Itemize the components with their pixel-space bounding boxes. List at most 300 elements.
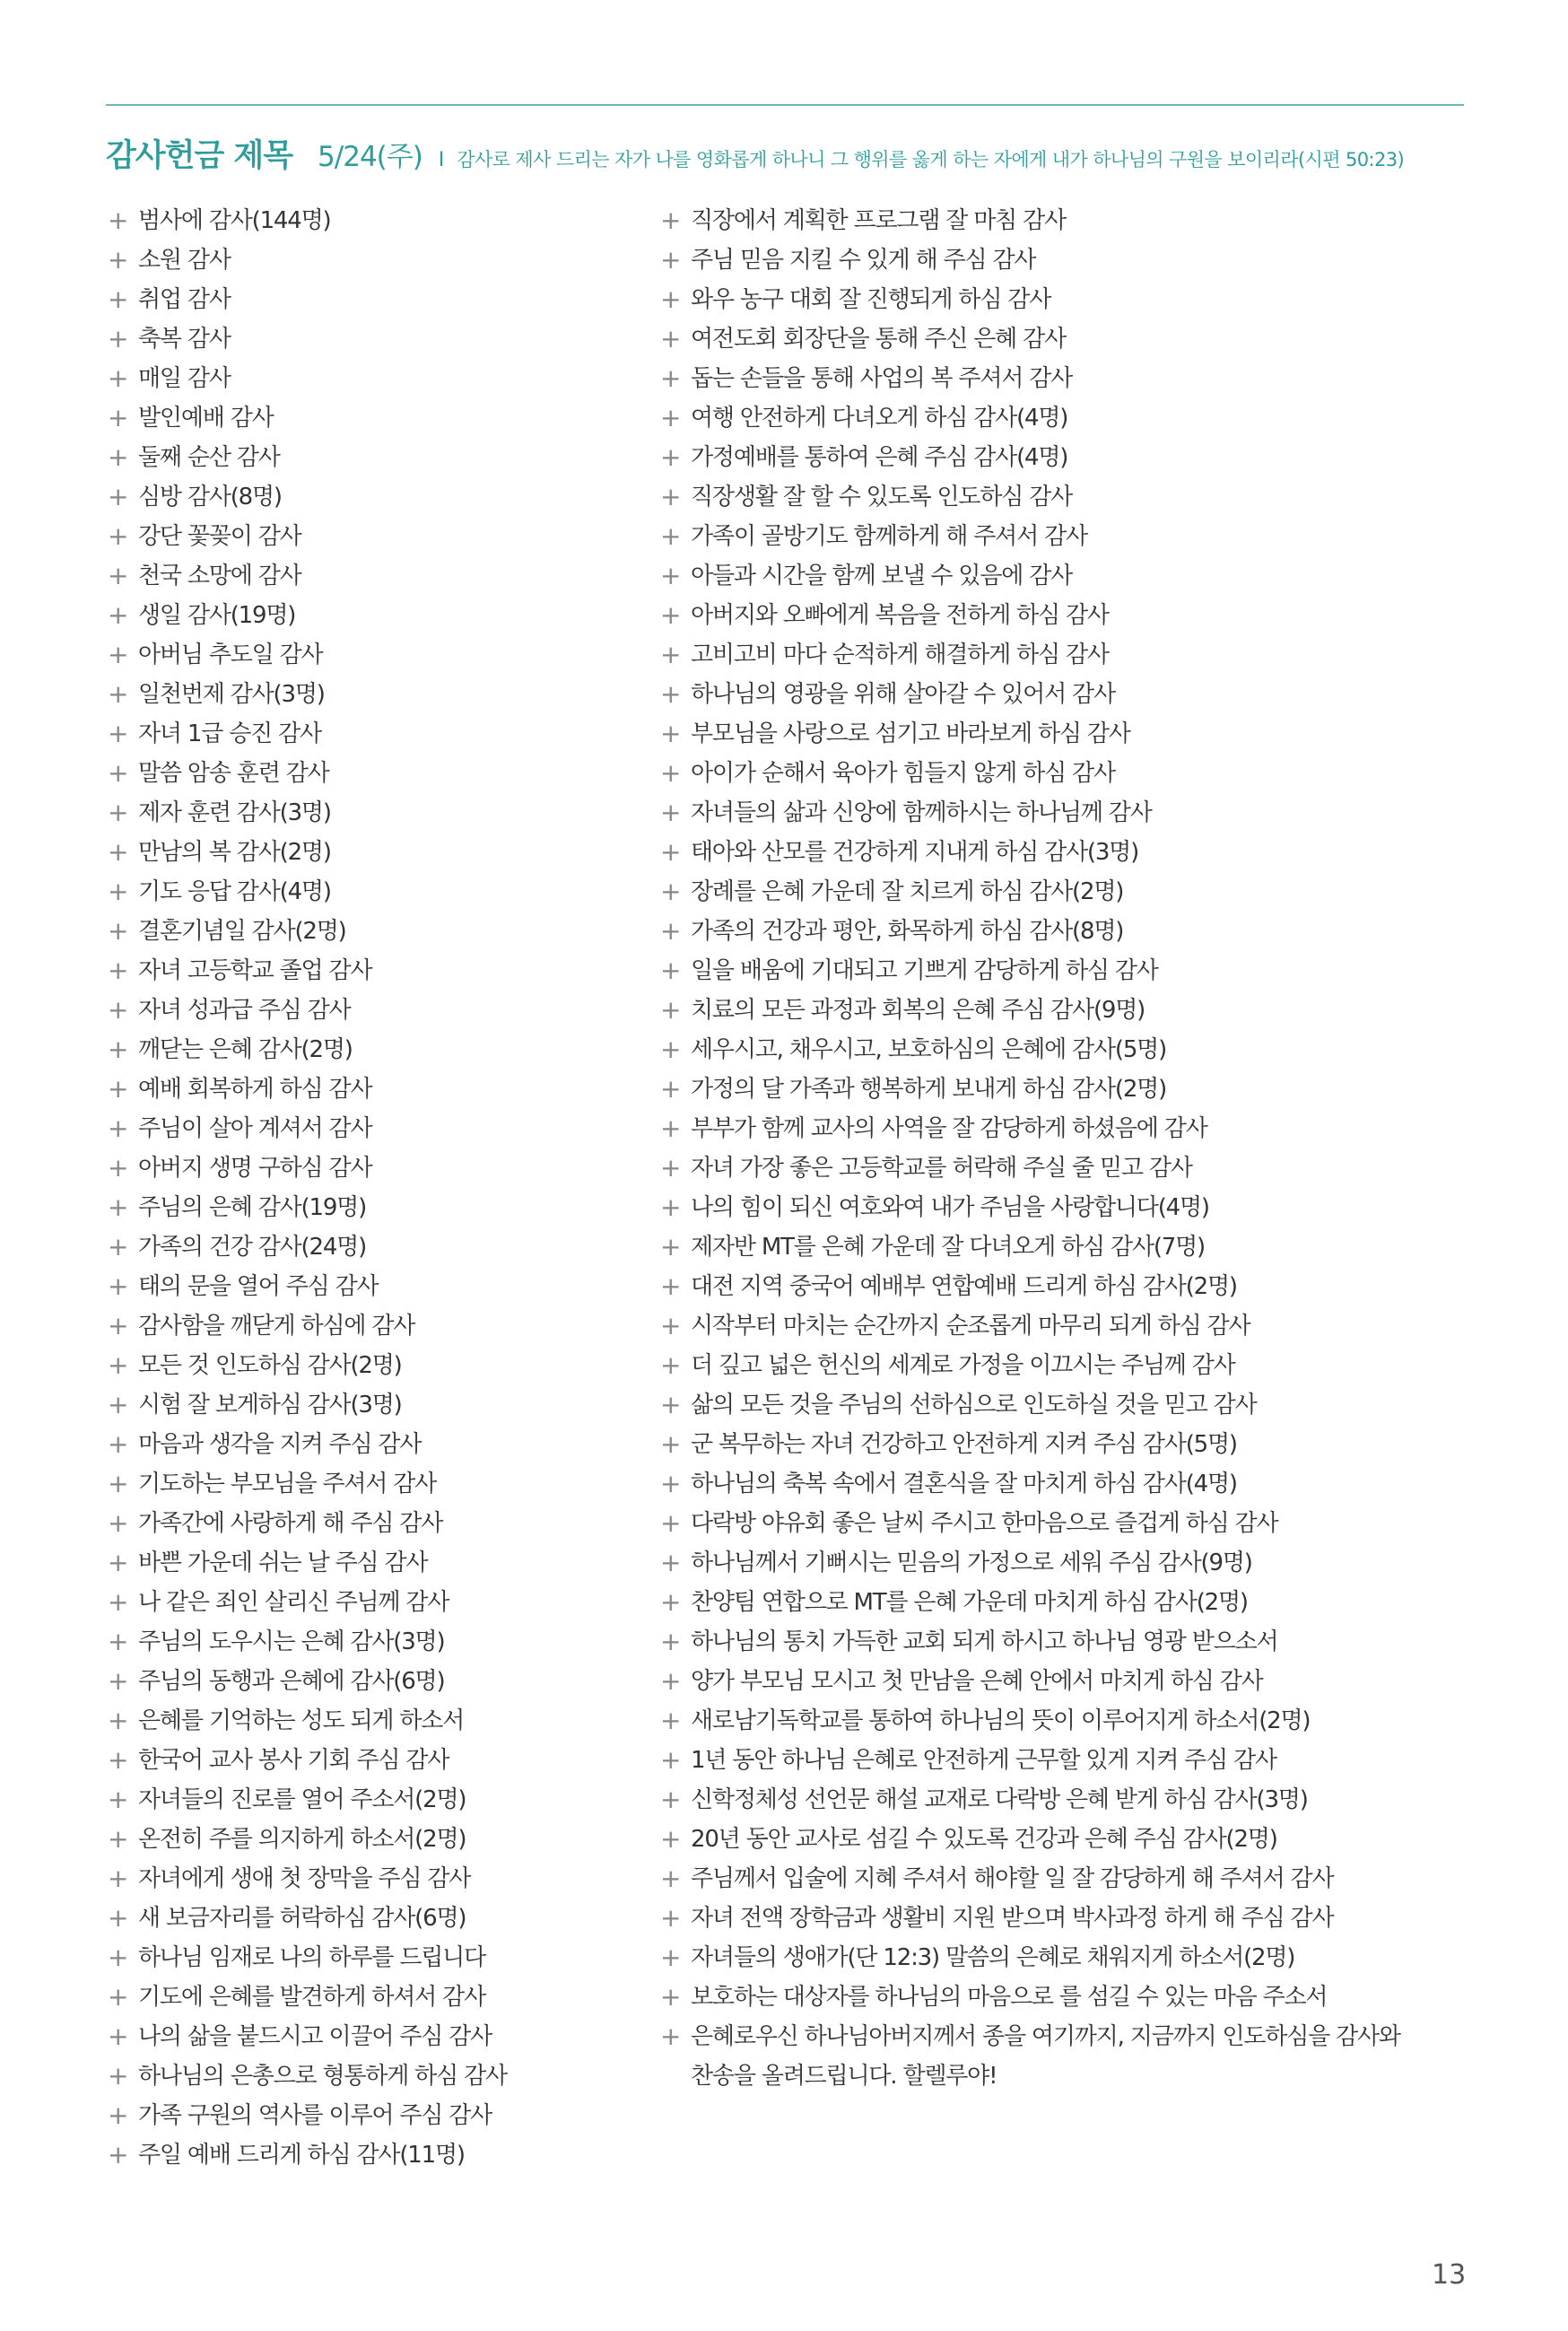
- plus-icon: +: [108, 758, 129, 788]
- list-item: [108, 754, 646, 793]
- list-item-text: 장례를 은혜 가운데 잘 치르게 하심 감사(2명): [691, 878, 1124, 905]
- list-item: [108, 714, 646, 754]
- list-item: [660, 1780, 1468, 1820]
- plus-icon: +: [660, 956, 682, 985]
- list-item: [660, 1306, 1468, 1346]
- list-item: [660, 359, 1468, 398]
- list-item: [108, 556, 646, 596]
- list-item-text: 아버지 생명 구하심 감사: [138, 1155, 372, 1182]
- plus-icon: +: [108, 561, 129, 590]
- plus-icon: +: [660, 679, 682, 709]
- scripture-verse: 감사로 제사 드리는 자가 나를 영화롭게 하나니 그 행위를 옳게 하는 자에게 내가 하나님의 구원을 보이리라(시편 50:23): [457, 149, 1405, 170]
- list-item: [660, 1543, 1468, 1583]
- page-header: [106, 131, 1478, 176]
- list-item: [108, 1662, 646, 1701]
- plus-icon: +: [660, 640, 682, 669]
- plus-icon: +: [660, 324, 682, 354]
- plus-icon: +: [660, 995, 682, 1025]
- plus-icon: +: [108, 1666, 129, 1696]
- plus-icon: +: [660, 916, 682, 946]
- list-item: [660, 793, 1468, 833]
- plus-icon: +: [660, 482, 682, 511]
- plus-icon: +: [660, 1390, 682, 1419]
- list-item-text: 자녀 고등학교 졸업 감사: [138, 957, 372, 984]
- plus-icon: +: [108, 1192, 129, 1222]
- plus-icon: +: [108, 1232, 129, 1262]
- list-item: [108, 517, 646, 556]
- list-item-text: 주님 믿음 지킬 수 있게 해 주심 감사: [691, 247, 1036, 274]
- list-item-text: 강단 꽃꽂이 감사: [138, 523, 301, 550]
- list-item: [108, 1780, 646, 1820]
- plus-icon: +: [660, 1864, 682, 1893]
- plus-icon: +: [108, 1548, 129, 1577]
- list-item-text: 은혜를 기억하는 성도 되게 하소서: [138, 1707, 465, 1734]
- list-item: [660, 991, 1468, 1030]
- plus-icon: +: [660, 363, 682, 393]
- plus-icon: +: [108, 1429, 129, 1459]
- list-item: [660, 477, 1468, 517]
- list-item-text: 일천번제 감사(3명): [138, 681, 325, 708]
- plus-icon: +: [660, 1232, 682, 1262]
- list-item: [108, 359, 646, 398]
- plus-icon: +: [660, 1074, 682, 1104]
- list-item: [108, 2017, 646, 2056]
- list-item-text: 태아와 산모를 건강하게 지내게 하심 감사(3명): [691, 839, 1139, 866]
- list-item: [108, 912, 646, 951]
- plus-icon: +: [108, 1153, 129, 1183]
- list-item-text: 가정의 달 가족과 행복하게 보내게 하심 감사(2명): [691, 1076, 1167, 1103]
- list-item: [660, 1267, 1468, 1306]
- list-item: [660, 1188, 1468, 1227]
- top-divider: [106, 104, 1464, 106]
- plus-icon: +: [660, 719, 682, 748]
- list-item-text: 한국어 교사 봉사 기회 주심 감사: [138, 1747, 449, 1774]
- list-item: [108, 1109, 646, 1148]
- plus-icon: +: [660, 403, 682, 432]
- list-item-text: 기도 응답 감사(4명): [138, 878, 331, 905]
- list-item-text: 말씀 암송 훈련 감사: [138, 760, 329, 787]
- plus-icon: +: [108, 1311, 129, 1340]
- list-item: [660, 596, 1468, 635]
- list-item: [108, 1306, 646, 1346]
- list-item-text: 하나님의 통치 가득한 교회 되게 하시고 하나님 영광 받으소서: [691, 1628, 1278, 1655]
- list-item: [108, 240, 646, 280]
- plus-icon: +: [660, 1745, 682, 1775]
- plus-icon: +: [108, 403, 129, 432]
- list-item: [660, 1938, 1468, 1977]
- plus-icon: +: [108, 442, 129, 472]
- list-item-text: 둘째 순산 감사: [138, 444, 280, 471]
- list-item-text: 주님께서 입술에 지혜 주셔서 해야할 일 잘 감당하게 해 주셔서 감사: [691, 1865, 1334, 1892]
- list-item: [660, 1504, 1468, 1543]
- plus-icon: +: [660, 1627, 682, 1656]
- plus-icon: +: [108, 1035, 129, 1064]
- list-item-text: 세우시고, 채우시고, 보호하심의 은혜에 감사(5명): [691, 1036, 1167, 1063]
- plus-icon: +: [108, 1745, 129, 1775]
- plus-icon: +: [108, 877, 129, 906]
- plus-icon: +: [660, 1785, 682, 1814]
- list-item: [108, 1938, 646, 1977]
- list-item-text: 바쁜 가운데 쉬는 날 주심 감사: [138, 1550, 428, 1576]
- list-item: [108, 1504, 646, 1543]
- list-item: [108, 833, 646, 872]
- list-item-text: 직장생활 잘 할 수 있도록 인도하심 감사: [691, 484, 1073, 511]
- plus-icon: +: [660, 877, 682, 906]
- list-item: [660, 675, 1468, 714]
- list-item: [660, 556, 1468, 596]
- plus-icon: +: [108, 2140, 129, 2169]
- plus-icon: +: [660, 758, 682, 788]
- plus-icon: +: [108, 1864, 129, 1893]
- plus-icon: +: [108, 1469, 129, 1498]
- list-item: [108, 1701, 646, 1741]
- list-item-text: 일을 배움에 기대되고 기쁘게 감당하게 하심 감사: [691, 957, 1158, 984]
- plus-icon: +: [660, 798, 682, 827]
- list-item: [660, 1622, 1468, 1662]
- plus-icon: +: [660, 284, 682, 314]
- list-item-text: 취업 감사: [138, 286, 231, 313]
- plus-icon: +: [660, 1429, 682, 1459]
- list-item-text: 대전 지역 중국어 예배부 연합예배 드리게 하심 감사(2명): [691, 1273, 1237, 1300]
- plus-icon: +: [108, 2021, 129, 2051]
- list-item: [660, 319, 1468, 359]
- list-item-text: 새 보금자리를 허락하심 감사(6명): [138, 1905, 466, 1932]
- plus-icon: +: [660, 600, 682, 630]
- list-item-text: 양가 부모님 모시고 첫 만남을 은혜 안에서 마치게 하심 감사: [691, 1668, 1263, 1695]
- list-item: [660, 1030, 1468, 1069]
- list-item-text: 예배 회복하게 하심 감사: [138, 1076, 372, 1103]
- list-item: [660, 1583, 1468, 1622]
- list-item-text: 심방 감사(8명): [138, 484, 282, 511]
- list-item-text: 새로남기독학교를 통하여 하나님의 뜻이 이루어지게 하소서(2명): [691, 1707, 1311, 1734]
- plus-icon: +: [108, 482, 129, 511]
- list-item: [108, 1622, 646, 1662]
- plus-icon: +: [660, 1587, 682, 1617]
- list-item: [108, 872, 646, 912]
- list-item-text: 은혜로우신 하나님아버지께서 종을 여기까지, 지금까지 인도하심을 감사와 찬송을 올려드립니다. 할렐루야!: [691, 2023, 1400, 2090]
- list-item-text: 20년 동안 교사로 섬길 수 있도록 건강과 은혜 주심 감사(2명): [691, 1826, 1277, 1853]
- list-item: [108, 2056, 646, 2096]
- plus-icon: +: [108, 719, 129, 748]
- list-item: [108, 2096, 646, 2135]
- list-item-text: 주님의 동행과 은혜에 감사(6명): [138, 1668, 445, 1695]
- list-item-text: 자녀 가장 좋은 고등학교를 허락해 주실 줄 믿고 감사: [691, 1155, 1192, 1182]
- list-item-text: 매일 감사: [138, 365, 231, 392]
- plus-icon: +: [108, 995, 129, 1025]
- plus-icon: +: [660, 1548, 682, 1577]
- list-item: [660, 1977, 1468, 2017]
- plus-icon: +: [108, 521, 129, 551]
- list-item: [660, 1464, 1468, 1504]
- plus-icon: +: [108, 363, 129, 393]
- list-item: [660, 240, 1468, 280]
- list-item: [108, 1741, 646, 1780]
- list-item-text: 태의 문을 열어 주심 감사: [138, 1273, 379, 1300]
- plus-icon: +: [660, 1271, 682, 1301]
- plus-icon: +: [108, 1271, 129, 1301]
- plus-icon: +: [660, 1666, 682, 1696]
- list-item-text: 소원 감사: [138, 247, 231, 274]
- plus-icon: +: [108, 2100, 129, 2130]
- list-item-text: 하나님의 영광을 위해 살아갈 수 있어서 감사: [691, 681, 1115, 708]
- list-item-text: 부부가 함께 교사의 사역을 잘 감당하게 하셨음에 감사: [691, 1115, 1207, 1142]
- plus-icon: +: [660, 1350, 682, 1380]
- plus-icon: +: [660, 245, 682, 275]
- plus-icon: +: [108, 1390, 129, 1419]
- thanksgiving-list-right: [660, 201, 1468, 2096]
- list-item: [108, 635, 646, 675]
- list-item: [108, 1267, 646, 1306]
- list-item: [108, 991, 646, 1030]
- list-item: [660, 398, 1468, 438]
- list-item: [108, 1543, 646, 1583]
- list-item-text: 돕는 손들을 통해 사업의 복 주셔서 감사: [691, 365, 1073, 392]
- plus-icon: +: [660, 1153, 682, 1183]
- list-item-text: 자녀 1급 승진 감사: [138, 720, 321, 747]
- list-item-text: 여전도회 회장단을 통해 주신 은혜 감사: [691, 326, 1066, 353]
- list-item-text: 자녀에게 생애 첫 장막을 주심 감사: [138, 1865, 471, 1892]
- list-item-text: 결혼기념일 감사(2명): [138, 918, 346, 945]
- plus-icon: +: [108, 798, 129, 827]
- list-item-text: 아이가 순해서 육아가 힘들지 않게 하심 감사: [691, 760, 1115, 787]
- plus-icon: +: [108, 1903, 129, 1933]
- plus-icon: +: [108, 2061, 129, 2091]
- list-item-text: 천국 소망에 감사: [138, 563, 301, 589]
- list-item-text: 발인예배 감사: [138, 405, 274, 432]
- plus-icon: +: [108, 284, 129, 314]
- list-item: [660, 951, 1468, 991]
- plus-icon: +: [108, 1508, 129, 1538]
- plus-icon: +: [108, 640, 129, 669]
- list-item-text: 범사에 감사(144명): [138, 207, 331, 234]
- page-title: 감사헌금 제목: [106, 138, 293, 174]
- plus-icon: +: [660, 1508, 682, 1538]
- list-item: [660, 201, 1468, 240]
- list-item-text: 1년 동안 하나님 은혜로 안전하게 근무할 있게 지켜 주심 감사: [691, 1747, 1276, 1774]
- plus-icon: +: [108, 1706, 129, 1735]
- list-item-text: 고비고비 마다 순적하게 해결하게 하심 감사: [691, 642, 1109, 668]
- list-item-text: 아버지와 오빠에게 복음을 전하게 하심 감사: [691, 602, 1109, 629]
- list-item-text: 가족간에 사랑하게 해 주심 감사: [138, 1510, 443, 1537]
- list-item: [108, 319, 646, 359]
- list-item-text: 깨닫는 은혜 감사(2명): [138, 1036, 353, 1063]
- list-item: [108, 1346, 646, 1385]
- list-item-text: 더 깊고 넓은 헌신의 세계로 가정을 이끄시는 주님께 감사: [691, 1352, 1235, 1379]
- list-item: [660, 1385, 1468, 1425]
- plus-icon: +: [660, 1903, 682, 1933]
- list-item-text: 하나님의 은총으로 형통하게 하심 감사: [138, 2063, 507, 2090]
- list-item-text: 가족이 골방기도 함께하게 해 주셔서 감사: [691, 523, 1087, 550]
- list-item-text: 제자 훈련 감사(3명): [138, 799, 331, 826]
- plus-icon: +: [660, 1192, 682, 1222]
- list-item-text: 기도에 은혜를 발견하게 하셔서 감사: [138, 1984, 485, 2011]
- list-item: [660, 438, 1468, 477]
- list-item: [108, 1148, 646, 1188]
- list-item: [660, 833, 1468, 872]
- list-item-text: 자녀들의 진로를 열어 주소서(2명): [138, 1786, 466, 1813]
- list-item: [108, 1859, 646, 1899]
- list-item-text: 가족의 건강과 평안, 화목하게 하심 감사(8명): [691, 918, 1124, 945]
- plus-icon: +: [660, 1982, 682, 2012]
- list-item: [108, 1425, 646, 1464]
- list-item-text: 나 같은 죄인 살리신 주님께 감사: [138, 1589, 449, 1616]
- thanksgiving-list-left: [108, 201, 646, 2175]
- list-item-text: 모든 것 인도하심 감사(2명): [138, 1352, 402, 1379]
- list-item-text: 가족의 건강 감사(24명): [138, 1234, 367, 1261]
- list-item-text: 온전히 주를 의지하게 하소서(2명): [138, 1826, 466, 1853]
- list-item: [660, 872, 1468, 912]
- list-item: [660, 754, 1468, 793]
- list-item-text: 시작부터 마치는 순간까지 순조롭게 마무리 되게 하심 감사: [691, 1313, 1250, 1340]
- list-item-text: 하나님의 축복 속에서 결혼식을 잘 마치게 하심 감사(4명): [691, 1471, 1237, 1497]
- list-item: [108, 1464, 646, 1504]
- plus-icon: +: [108, 1587, 129, 1617]
- list-item-text: 직장에서 계획한 프로그램 잘 마침 감사: [691, 207, 1066, 234]
- header-separator: I: [438, 149, 445, 171]
- list-item-text: 여행 안전하게 다녀오게 하심 감사(4명): [691, 405, 1068, 432]
- list-item-text: 자녀들의 삶과 신앙에 함께하시는 하나님께 감사: [691, 799, 1152, 826]
- page-number: 13: [1432, 2259, 1467, 2291]
- list-item: [108, 1977, 646, 2017]
- plus-icon: +: [108, 245, 129, 275]
- list-item: [108, 398, 646, 438]
- list-item: [660, 1227, 1468, 1267]
- plus-icon: +: [660, 1469, 682, 1498]
- list-item-text: 와우 농구 대회 잘 진행되게 하심 감사: [691, 286, 1051, 313]
- list-item: [108, 2135, 646, 2175]
- list-item-closing-prayer: [660, 2017, 1468, 2096]
- list-item: [660, 912, 1468, 951]
- list-item: [660, 1662, 1468, 1701]
- list-item-text: 주님의 은혜 감사(19명): [138, 1194, 367, 1221]
- plus-icon: +: [108, 1627, 129, 1656]
- list-item-text: 기도하는 부모님을 주셔서 감사: [138, 1471, 437, 1497]
- list-item-text: 자녀 성과급 주심 감사: [138, 997, 351, 1024]
- list-item: [108, 675, 646, 714]
- list-item-text: 신학정체성 선언문 해설 교재로 다락방 은혜 받게 하심 감사(3명): [691, 1786, 1308, 1813]
- list-item-text: 만남의 복 감사(2명): [138, 839, 331, 866]
- list-item-text: 보호하는 대상자를 하나님의 마음으로 를 섬길 수 있는 마음 주소서: [691, 1984, 1328, 2011]
- plus-icon: +: [660, 2021, 682, 2051]
- plus-icon: +: [108, 1785, 129, 1814]
- list-item-text: 주일 예배 드리게 하심 감사(11명): [138, 2142, 465, 2169]
- list-item: [660, 1859, 1468, 1899]
- list-item: [108, 1188, 646, 1227]
- plus-icon: +: [660, 561, 682, 590]
- list-item: [108, 793, 646, 833]
- list-item-text: 나의 삶을 붙드시고 이끌어 주심 감사: [138, 2023, 492, 2050]
- plus-icon: +: [108, 956, 129, 985]
- list-item-text: 하나님께서 기뻐시는 믿음의 가정으로 세워 주심 감사(9명): [691, 1550, 1252, 1576]
- list-item: [108, 1385, 646, 1425]
- list-item-text: 자녀 전액 장학금과 생활비 지원 받으며 박사과정 하게 해 주심 감사: [691, 1905, 1334, 1932]
- list-item: [108, 1899, 646, 1938]
- list-item: [108, 1030, 646, 1069]
- plus-icon: +: [660, 1311, 682, 1340]
- list-item: [660, 1899, 1468, 1938]
- list-item: [108, 280, 646, 319]
- list-item: [660, 517, 1468, 556]
- list-item-text: 주님이 살아 계셔서 감사: [138, 1115, 372, 1142]
- list-item: [660, 635, 1468, 675]
- list-item: [108, 438, 646, 477]
- list-item: [108, 1069, 646, 1109]
- list-item-text: 생일 감사(19명): [138, 602, 296, 629]
- list-item: [108, 596, 646, 635]
- list-item-text: 찬양팀 연합으로 MT를 은혜 가운데 마치게 하심 감사(2명): [691, 1589, 1248, 1616]
- list-item-text: 다락방 야유회 좋은 날씨 주시고 한마음으로 즐겁게 하심 감사: [691, 1510, 1278, 1537]
- list-item: [108, 1820, 646, 1859]
- list-item-text: 나의 힘이 되신 여호와여 내가 주님을 사랑합니다(4명): [691, 1194, 1209, 1221]
- plus-icon: +: [660, 1942, 682, 1972]
- plus-icon: +: [108, 1824, 129, 1854]
- plus-icon: +: [108, 324, 129, 354]
- plus-icon: +: [660, 1113, 682, 1143]
- plus-icon: +: [660, 1706, 682, 1735]
- plus-icon: +: [108, 1113, 129, 1143]
- list-item: [108, 951, 646, 991]
- plus-icon: +: [660, 521, 682, 551]
- plus-icon: +: [660, 205, 682, 235]
- list-item-text: 하나님 임재로 나의 하루를 드립니다: [138, 1944, 485, 1971]
- list-item-text: 감사함을 깨닫게 하심에 감사: [138, 1313, 415, 1340]
- plus-icon: +: [108, 1942, 129, 1972]
- list-item: [660, 1148, 1468, 1188]
- list-item: [108, 477, 646, 517]
- list-item-text: 부모님을 사랑으로 섬기고 바라보게 하심 감사: [691, 720, 1130, 747]
- list-item-text: 자녀들의 생애가(단 12:3) 말씀의 은혜로 채워지게 하소서(2명): [691, 1944, 1295, 1971]
- list-item: [108, 201, 646, 240]
- plus-icon: +: [108, 1074, 129, 1104]
- list-item: [660, 1741, 1468, 1780]
- plus-icon: +: [108, 1350, 129, 1380]
- list-item: [660, 280, 1468, 319]
- list-item-text: 가정예배를 통하여 은혜 주심 감사(4명): [691, 444, 1068, 471]
- list-item-text: 시험 잘 보게하심 감사(3명): [138, 1392, 402, 1419]
- plus-icon: +: [108, 916, 129, 946]
- plus-icon: +: [660, 837, 682, 867]
- plus-icon: +: [660, 1035, 682, 1064]
- list-item-text: 아들과 시간을 함께 보낼 수 있음에 감사: [691, 563, 1073, 589]
- list-item: [660, 714, 1468, 754]
- plus-icon: +: [108, 1982, 129, 2012]
- list-item: [108, 1227, 646, 1267]
- list-item-text: 축복 감사: [138, 326, 231, 353]
- list-item-text: 군 복무하는 자녀 건강하고 안전하게 지켜 주심 감사(5명): [691, 1431, 1237, 1458]
- list-item: [108, 1583, 646, 1622]
- plus-icon: +: [660, 1824, 682, 1854]
- list-item-text: 주님의 도우시는 은혜 감사(3명): [138, 1628, 445, 1655]
- plus-icon: +: [108, 679, 129, 709]
- plus-icon: +: [108, 600, 129, 630]
- plus-icon: +: [108, 837, 129, 867]
- list-item-text: 마음과 생각을 지켜 주심 감사: [138, 1431, 422, 1458]
- plus-icon: +: [108, 205, 129, 235]
- list-item: [660, 1425, 1468, 1464]
- plus-icon: +: [660, 442, 682, 472]
- list-item: [660, 1109, 1468, 1148]
- list-item: [660, 1346, 1468, 1385]
- service-date: 5/24(주): [318, 141, 422, 173]
- list-item-text: 아버님 추도일 감사: [138, 642, 323, 668]
- list-item-text: 치료의 모든 과정과 회복의 은혜 주심 감사(9명): [691, 997, 1146, 1024]
- list-item: [660, 1069, 1468, 1109]
- list-item-text: 가족 구원의 역사를 이루어 주심 감사: [138, 2102, 492, 2129]
- list-item-text: 삶의 모든 것을 주님의 선하심으로 인도하실 것을 믿고 감사: [691, 1392, 1257, 1419]
- list-item-text: 제자반 MT를 은혜 가운데 잘 다녀오게 하심 감사(7명): [691, 1234, 1206, 1261]
- list-item: [660, 1820, 1468, 1859]
- list-item: [660, 1701, 1468, 1741]
